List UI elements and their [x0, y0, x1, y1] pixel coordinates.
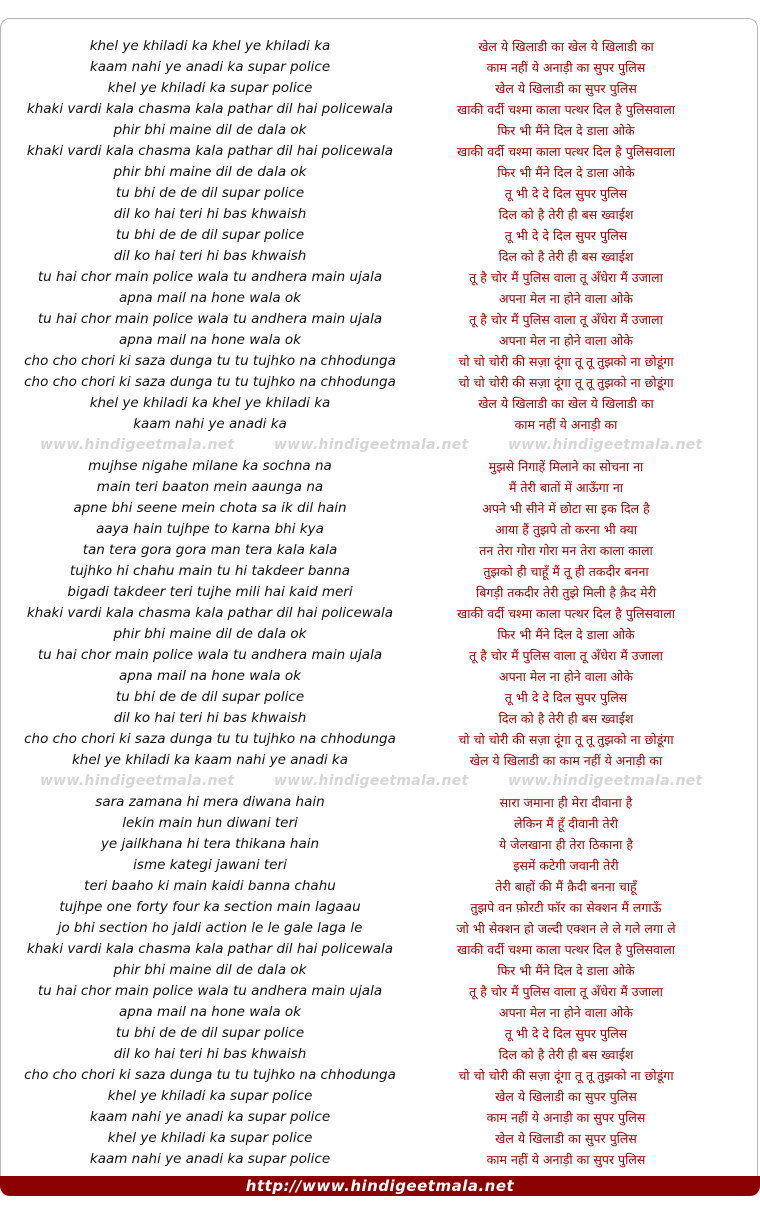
lyric-english: lekin main hun diwani teri	[122, 815, 298, 831]
lyric-line	[0, 1107, 760, 1128]
lyric-line	[0, 687, 760, 708]
lyric-hindi: ये जेलखाना ही तेरा ठिकाना है	[498, 837, 633, 852]
lyric-hindi: दिल को है तेरी ही बस ख्वाईश	[498, 1047, 634, 1062]
lyric-english: aaya hain tujhpe to karna bhi kya	[96, 521, 324, 537]
lyric-hindi: काम नहीं ये अनाड़ी का सुपर पुलिस	[486, 1110, 646, 1125]
lyric-english: cho cho chori ki saza dunga tu tu tujhko na chhodunga	[24, 353, 396, 369]
lyric-hindi: सारा जमाना ही मेरा दीवाना है	[499, 795, 633, 810]
lyric-english: dil ko hai teri hi bas khwaish	[113, 1046, 307, 1062]
lyric-english: khaki vardi kala chasma kala pathar dil hai policewala	[26, 101, 394, 117]
lyric-hindi: दिल को है तेरी ही बस ख्वाईश	[498, 207, 634, 222]
lyric-line	[0, 1065, 760, 1086]
lyric-hindi: अपना मेल ना होने वाला ओके	[499, 669, 633, 684]
lyric-hindi: खेल ये खिलाडी का खेल ये खिलाडी का	[478, 396, 654, 411]
lyric-hindi: तू भी दे दे दिल सुपर पुलिस	[504, 690, 628, 705]
lyric-line	[0, 939, 760, 960]
lyric-hindi: मैं तेरी बातों में आऊँगा ना	[508, 480, 624, 495]
lyric-english: tu hai chor main police wala tu andhera main ujala	[37, 983, 383, 999]
lyric-line	[0, 183, 760, 204]
lyric-hindi: तू है चोर मैं पुलिस वाला तू अँधेरा मैं उजाला	[469, 984, 663, 999]
lyric-line	[0, 456, 760, 477]
lyric-english: khel ye khiladi ka khel ye khiladi ka	[89, 38, 331, 54]
lyric-hindi: तू है चोर मैं पुलिस वाला तू अँधेरा मैं उजाला	[469, 648, 663, 663]
lyric-line	[0, 99, 760, 120]
lyric-english: teri baaho ki main kaidi banna chahu	[84, 878, 336, 894]
lyric-line	[0, 540, 760, 561]
lyric-hindi: आया हैं तुझपे तो करना भी क्या	[495, 522, 637, 537]
lyric-hindi: काम नहीं ये अनाड़ी का सुपर पुलिस	[486, 1152, 646, 1167]
watermark-text: www.hindigeetmala.net	[40, 773, 235, 789]
lyric-hindi: चो चो चोरी की सज़ा दूंगा तू तू तुझको ना छोडूंगा	[458, 732, 674, 747]
lyric-line	[0, 1086, 760, 1107]
lyric-english: tu bhi de de dil supar police	[115, 1025, 305, 1041]
lyric-english: kaam nahi ye anadi ka	[133, 416, 287, 432]
lyric-line	[0, 372, 760, 393]
lyric-hindi: तू भी दे दे दिल सुपर पुलिस	[504, 186, 628, 201]
lyric-english: tujhpe one forty four ka section main lagaau	[59, 899, 361, 915]
lyric-english: kaam nahi ye anadi ka supar police	[89, 1109, 331, 1125]
lyric-line	[0, 519, 760, 540]
lyric-english: phir bhi maine dil de dala ok	[113, 626, 307, 642]
lyric-english: tu hai chor main police wala tu andhera main ujala	[37, 311, 383, 327]
lyric-line	[0, 1002, 760, 1023]
lyric-line	[0, 729, 760, 750]
lyric-english: dil ko hai teri hi bas khwaish	[113, 710, 307, 726]
lyric-hindi: दिल को है तेरी ही बस ख्वाईश	[498, 249, 634, 264]
footer-url-link[interactable]: http://www.hindigeetmala.net	[245, 1177, 515, 1195]
lyric-english: isme kategi jawani teri	[133, 857, 287, 873]
lyric-hindi: बिगड़ी तकदीर तेरी तुझे मिली है क़ैद मेरी	[475, 585, 657, 600]
lyric-english: apna mail na hone wala ok	[119, 290, 301, 306]
lyric-hindi: खाकी वर्दी चश्मा काला पत्थर दिल है पुलिसवाला	[457, 144, 675, 159]
lyric-english: phir bhi maine dil de dala ok	[113, 164, 307, 180]
lyric-line	[0, 1044, 760, 1065]
lyric-line	[0, 750, 760, 771]
lyric-english: phir bhi maine dil de dala ok	[113, 122, 307, 138]
lyric-line	[0, 36, 760, 57]
lyric-line	[0, 645, 760, 666]
lyric-line	[0, 918, 760, 939]
watermark-text: www.hindigeetmala.net	[274, 437, 469, 453]
lyric-line	[0, 834, 760, 855]
lyric-line	[0, 1023, 760, 1044]
lyric-english: main teri baaton mein aaunga na	[96, 479, 324, 495]
lyric-line	[0, 246, 760, 267]
lyric-line	[0, 792, 760, 813]
lyric-line	[0, 57, 760, 78]
lyric-english: tu hai chor main police wala tu andhera main ujala	[37, 647, 383, 663]
lyric-english: khel ye khiladi ka kaam nahi ye anadi ka	[71, 752, 349, 768]
lyric-line	[0, 351, 760, 372]
lyric-english: khel ye khiladi ka supar police	[107, 1088, 313, 1104]
lyric-hindi: इसमें कटेगी जवानी तेरी	[513, 858, 619, 873]
lyric-english: khel ye khiladi ka supar police	[107, 80, 313, 96]
lyric-hindi: काम नहीं ये अनाड़ी का	[514, 417, 618, 432]
lyric-line	[0, 1128, 760, 1149]
lyric-hindi: लेकिन मैं हूँ दीवानी तेरी	[514, 816, 618, 831]
lyric-hindi: जो भी सेक्शन हो जल्दी एक्शन ले ले गले लगा ले	[456, 921, 676, 936]
lyric-hindi: चो चो चोरी की सज़ा दूंगा तू तू तुझको ना छोडूंगा	[458, 375, 674, 390]
watermark-text: www.hindigeetmala.net	[508, 773, 703, 789]
lyric-english: cho cho chori ki saza dunga tu tu tujhko na chhodunga	[24, 374, 396, 390]
watermark-text: www.hindigeetmala.net	[508, 437, 703, 453]
lyric-english: tu bhi de de dil supar police	[115, 185, 305, 201]
lyric-english: tu bhi de de dil supar police	[115, 689, 305, 705]
lyric-hindi: अपना मेल ना होने वाला ओके	[499, 291, 633, 306]
lyric-english: mujhse nigahe milane ka sochna na	[88, 458, 332, 474]
lyric-line	[0, 120, 760, 141]
lyric-english: khaki vardi kala chasma kala pathar dil hai policewala	[26, 941, 394, 957]
lyric-hindi: अपने भी सीने में छोटा सा इक दिल है	[482, 501, 650, 516]
lyric-english: apna mail na hone wala ok	[119, 668, 301, 684]
lyric-line	[0, 876, 760, 897]
lyric-english: ye jailkhana hi tera thikana hain	[100, 836, 320, 852]
lyric-line	[0, 1149, 760, 1170]
watermark-row	[0, 435, 760, 456]
lyric-english: kaam nahi ye anadi ka supar police	[89, 1151, 331, 1167]
lyric-line	[0, 981, 760, 1002]
lyric-hindi: चो चो चोरी की सज़ा दूंगा तू तू तुझको ना छोडूंगा	[458, 1068, 674, 1083]
lyric-english: tu bhi de de dil supar police	[115, 227, 305, 243]
lyric-hindi: खेल ये खिलाडी का सुपर पुलिस	[495, 81, 637, 96]
lyric-hindi: तन तेरा गोरा गोरा मन तेरा काला काला	[479, 543, 653, 558]
lyric-english: tujhko hi chahu main tu hi takdeer banna	[69, 563, 351, 579]
lyric-hindi: तू है चोर मैं पुलिस वाला तू अँधेरा मैं उजाला	[469, 312, 663, 327]
lyric-english: apna mail na hone wala ok	[119, 332, 301, 348]
lyric-line	[0, 162, 760, 183]
lyric-hindi: खेल ये खिलाडी का सुपर पुलिस	[495, 1131, 637, 1146]
lyric-hindi: फिर भी मैंने दिल दे डाला ओके	[497, 123, 635, 138]
lyric-english: dil ko hai teri hi bas khwaish	[113, 248, 307, 264]
lyric-hindi: खाकी वर्दी चश्मा काला पत्थर दिल है पुलिसवाला	[457, 942, 675, 957]
lyric-hindi: खेल ये खिलाडी का सुपर पुलिस	[495, 1089, 637, 1104]
lyric-hindi: चो चो चोरी की सज़ा दूंगा तू तू तुझको ना छोडूंगा	[458, 354, 674, 369]
lyric-line	[0, 414, 760, 435]
lyric-hindi: खेल ये खिलाडी का काम नहीं ये अनाड़ी का	[469, 753, 663, 768]
lyric-hindi: खेल ये खिलाडी का खेल ये खिलाडी का	[478, 39, 654, 54]
lyric-line	[0, 624, 760, 645]
lyric-english: khel ye khiladi ka khel ye khiladi ka	[89, 395, 331, 411]
watermark-row	[0, 771, 760, 792]
lyric-english: khaki vardi kala chasma kala pathar dil hai policewala	[26, 143, 394, 159]
lyric-line	[0, 78, 760, 99]
lyric-hindi: खाकी वर्दी चश्मा काला पत्थर दिल है पुलिसवाला	[457, 102, 675, 117]
lyric-hindi: मुझसे निगाहें मिलाने का सोचना ना	[488, 459, 644, 474]
lyric-line	[0, 309, 760, 330]
lyric-english: cho cho chori ki saza dunga tu tu tujhko na chhodunga	[24, 731, 396, 747]
lyric-english: khel ye khiladi ka supar police	[107, 1130, 313, 1146]
lyric-hindi: अपना मेल ना होने वाला ओके	[499, 1005, 633, 1020]
lyric-line	[0, 813, 760, 834]
watermark-text: www.hindigeetmala.net	[274, 773, 469, 789]
lyric-english: sara zamana hi mera diwana hain	[95, 794, 325, 810]
lyric-line	[0, 288, 760, 309]
lyric-hindi: तुझपे वन फ़ोरटी फॉर का सेक्शन मैं लगाऊँ	[470, 900, 662, 915]
lyric-line	[0, 498, 760, 519]
lyrics-container	[0, 36, 760, 1170]
watermark-text: www.hindigeetmala.net	[40, 437, 235, 453]
lyric-line	[0, 582, 760, 603]
lyric-english: phir bhi maine dil de dala ok	[113, 962, 307, 978]
lyric-hindi: तू है चोर मैं पुलिस वाला तू अँधेरा मैं उजाला	[469, 270, 663, 285]
lyric-hindi: तू भी दे दे दिल सुपर पुलिस	[504, 228, 628, 243]
lyric-english: bigadi takdeer teri tujhe mili hai kaid meri	[67, 584, 353, 600]
lyric-hindi: तेरी बाहों की मैं क़ैदी बनना चाहूँ	[495, 879, 637, 894]
lyric-line	[0, 666, 760, 687]
lyric-english: jo bhi section ho jaldi action le le gale laga le	[57, 920, 363, 936]
lyric-english: khaki vardi kala chasma kala pathar dil hai policewala	[26, 605, 394, 621]
lyric-hindi: तुझको ही चाहूँ मैं तू ही तकदीर बनना	[483, 564, 649, 579]
lyric-english: tan tera gora gora man tera kala kala	[82, 542, 338, 558]
lyric-line	[0, 204, 760, 225]
lyric-english: kaam nahi ye anadi ka supar police	[89, 59, 331, 75]
lyric-line	[0, 225, 760, 246]
lyric-line	[0, 855, 760, 876]
lyric-line	[0, 960, 760, 981]
lyric-line	[0, 477, 760, 498]
lyric-hindi: फिर भी मैंने दिल दे डाला ओके	[497, 627, 635, 642]
lyric-hindi: फिर भी मैंने दिल दे डाला ओके	[497, 165, 635, 180]
lyric-line	[0, 141, 760, 162]
lyric-hindi: खाकी वर्दी चश्मा काला पत्थर दिल है पुलिसवाला	[457, 606, 675, 621]
lyric-english: dil ko hai teri hi bas khwaish	[113, 206, 307, 222]
lyric-english: tu hai chor main police wala tu andhera main ujala	[37, 269, 383, 285]
lyric-line	[0, 267, 760, 288]
lyric-line	[0, 393, 760, 414]
lyric-line	[0, 897, 760, 918]
lyric-hindi: अपना मेल ना होने वाला ओके	[499, 333, 633, 348]
lyric-line	[0, 603, 760, 624]
lyric-english: apne bhi seene mein chota sa ik dil hain	[73, 500, 347, 516]
lyric-hindi: दिल को है तेरी ही बस ख्वाईश	[498, 711, 634, 726]
lyric-line	[0, 330, 760, 351]
footer-bar	[0, 1176, 760, 1196]
lyric-line	[0, 561, 760, 582]
lyric-hindi: तू भी दे दे दिल सुपर पुलिस	[504, 1026, 628, 1041]
lyric-english: cho cho chori ki saza dunga tu tu tujhko na chhodunga	[24, 1067, 396, 1083]
lyric-english: apna mail na hone wala ok	[119, 1004, 301, 1020]
lyric-line	[0, 708, 760, 729]
lyric-hindi: फिर भी मैंने दिल दे डाला ओके	[497, 963, 635, 978]
lyric-hindi: काम नहीं ये अनाड़ी का सुपर पुलिस	[486, 60, 646, 75]
